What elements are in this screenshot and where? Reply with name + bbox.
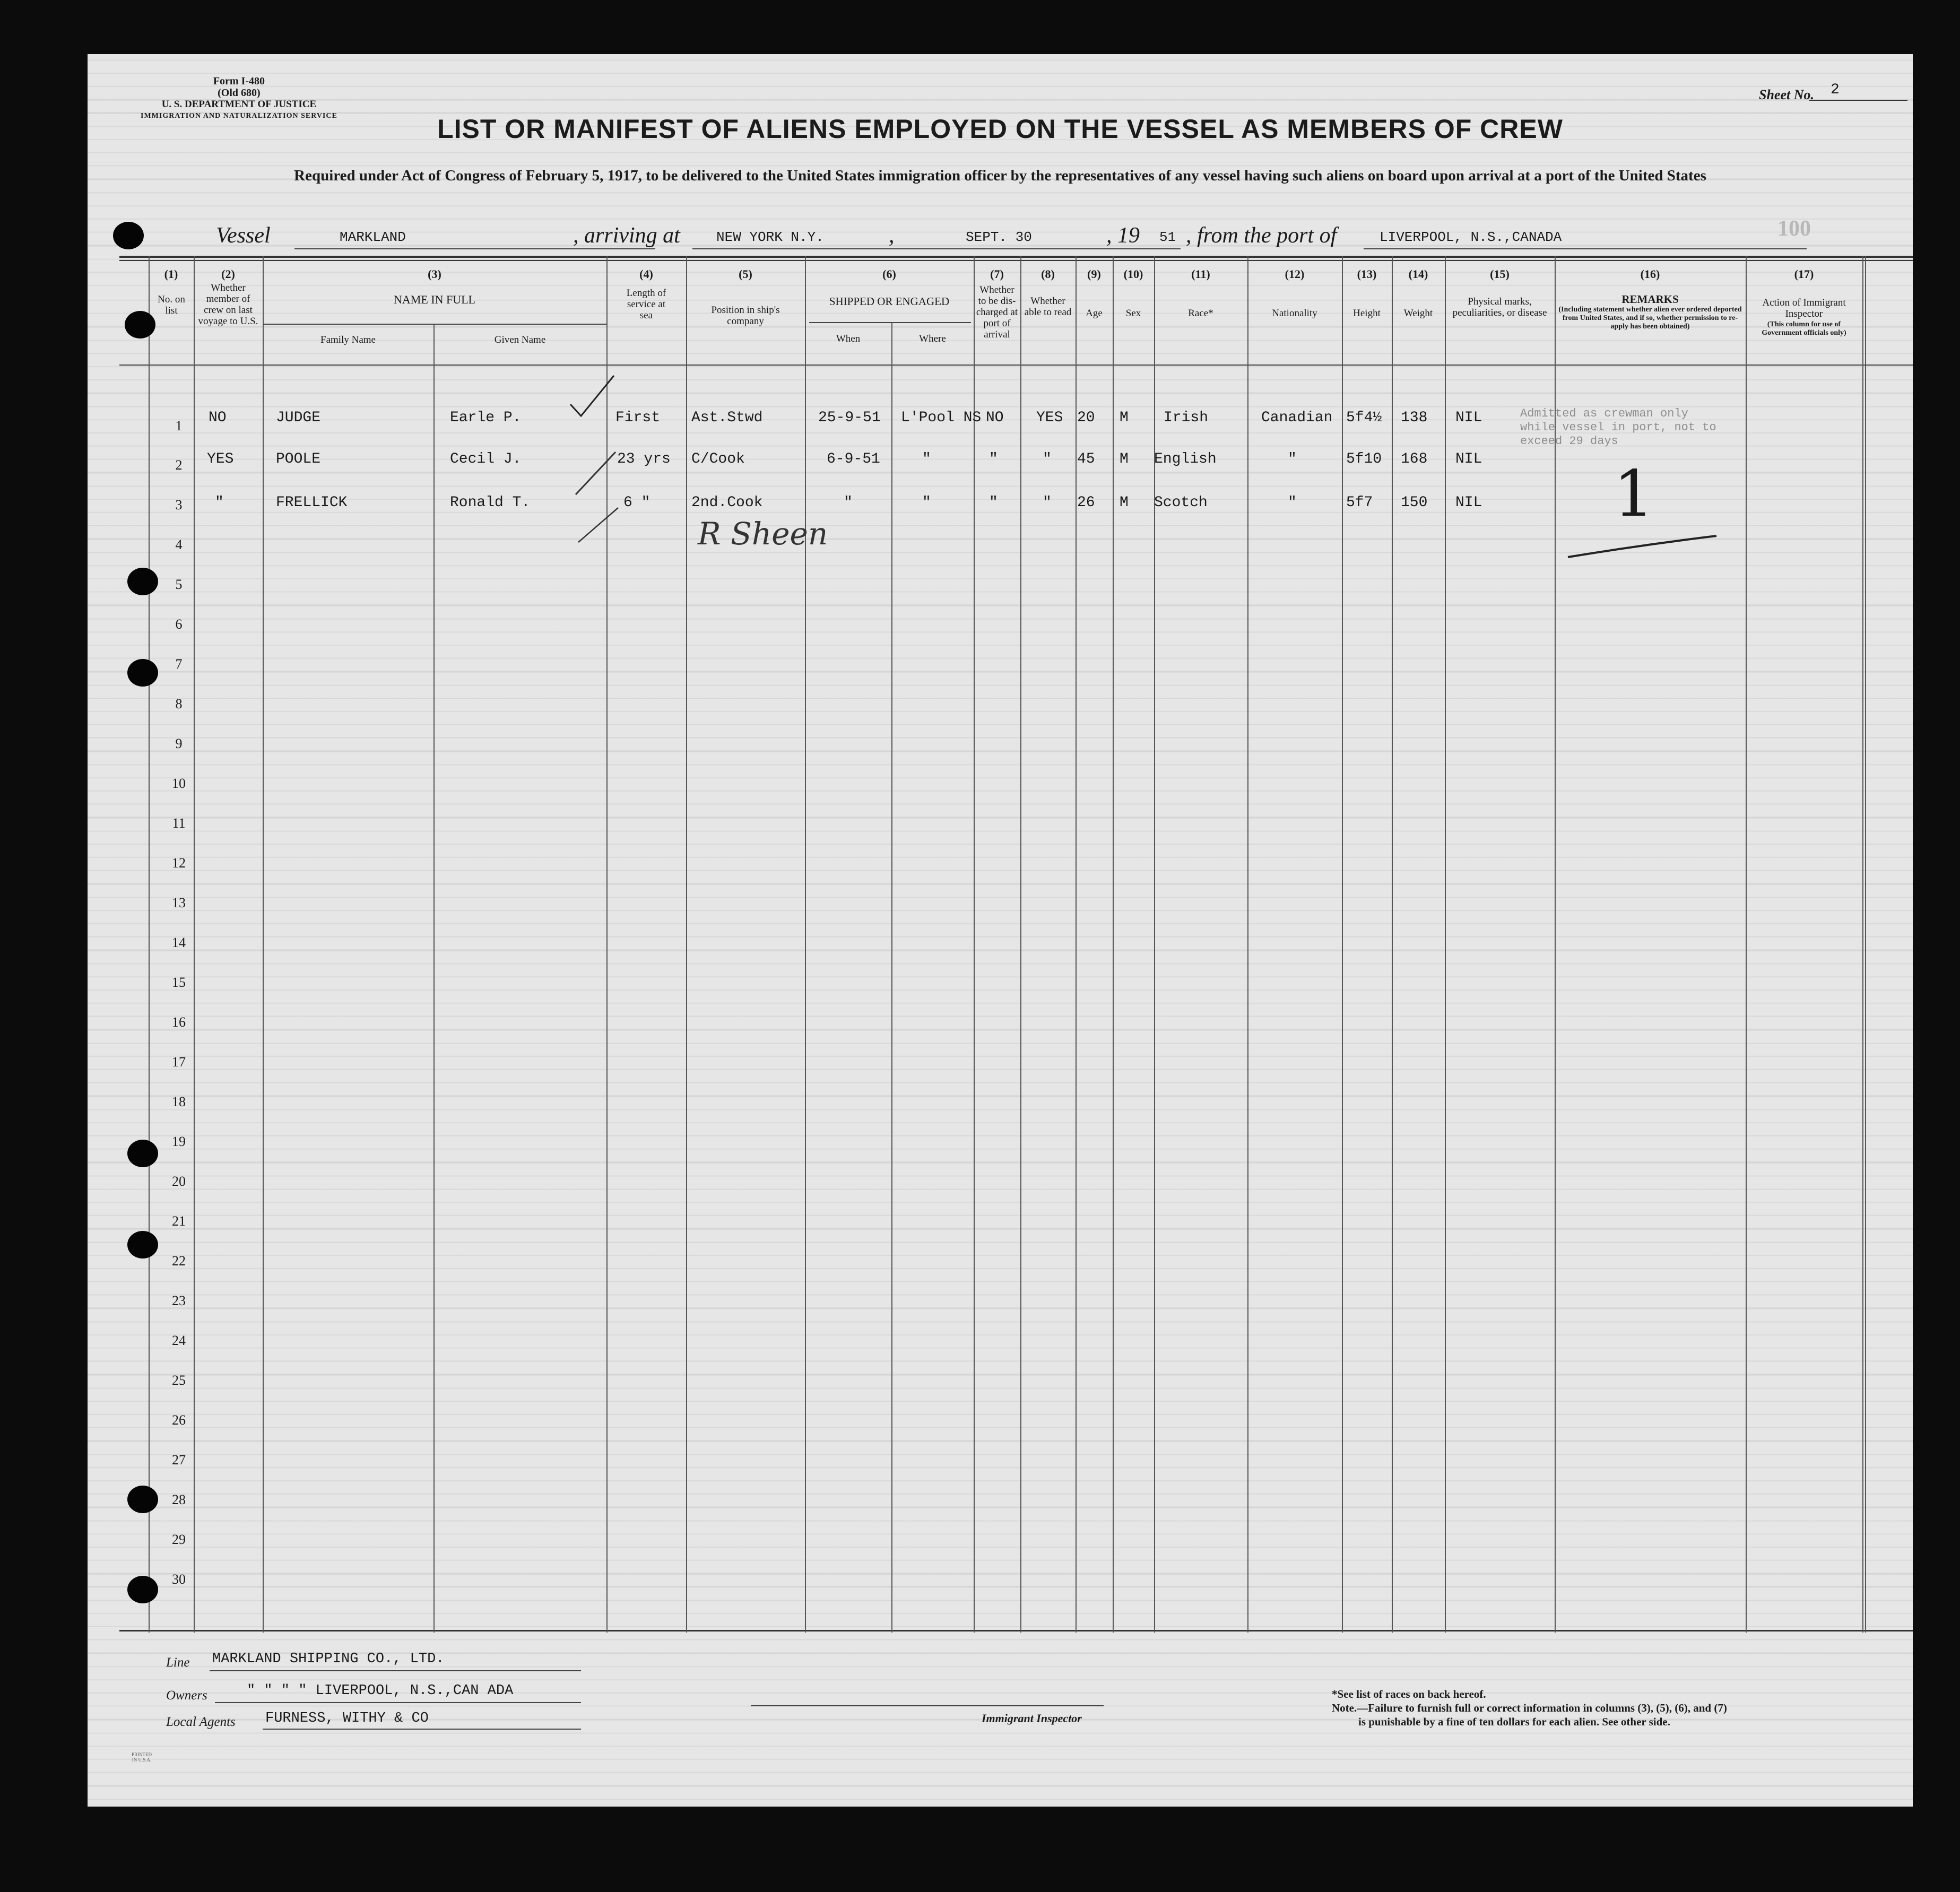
table-top-border-inner bbox=[119, 260, 1913, 261]
from-port-value: LIVERPOOL, N.S.,CANADA bbox=[1380, 229, 1562, 245]
remarks-stamp-line: while vessel in port, not to bbox=[1520, 421, 1716, 434]
shipped-where-cell: " bbox=[922, 494, 931, 511]
col17-subheader: (This column for use of Government officials only) bbox=[1762, 320, 1846, 337]
age-cell: 20 bbox=[1077, 410, 1095, 426]
col5-number: (5) bbox=[739, 267, 752, 281]
race-cell: English bbox=[1154, 451, 1217, 467]
inspector-stroke bbox=[1563, 532, 1722, 563]
row-number: 5 bbox=[175, 577, 183, 592]
weight-cell: 168 bbox=[1401, 451, 1428, 467]
given-name-cell: Cecil J. bbox=[450, 451, 522, 467]
height-cell: 5f4½ bbox=[1346, 410, 1382, 426]
row-number: 13 bbox=[172, 895, 186, 910]
family-name-header: Family Name bbox=[320, 334, 376, 345]
able-to-read-cell: " bbox=[1043, 451, 1052, 467]
col8-number: (8) bbox=[1041, 267, 1055, 281]
able-to-read-cell: YES bbox=[1036, 410, 1063, 426]
col-line bbox=[194, 256, 195, 1633]
year-value: 51 bbox=[1159, 229, 1176, 245]
inspector-label: Immigrant Inspector bbox=[982, 1712, 1082, 1725]
row-number: 12 bbox=[172, 855, 186, 871]
vessel-underline bbox=[294, 248, 655, 249]
physical-marks-cell: NIL bbox=[1455, 410, 1482, 426]
remarks-stamp bbox=[1520, 407, 1716, 448]
row-number: 25 bbox=[172, 1373, 186, 1388]
col14-number: (14) bbox=[1408, 267, 1428, 281]
col-line bbox=[1342, 256, 1343, 1633]
col1-number: (1) bbox=[164, 267, 178, 281]
row-number: 24 bbox=[172, 1333, 186, 1348]
given-name-cell: Ronald T. bbox=[450, 494, 531, 511]
position-cell: Ast.Stwd bbox=[691, 410, 763, 426]
signature: R Sheen bbox=[698, 516, 828, 552]
sex-cell: M bbox=[1120, 451, 1129, 467]
given-name-cell: Earle P. bbox=[450, 410, 522, 426]
height-cell: 5f7 bbox=[1346, 494, 1373, 511]
col-line bbox=[974, 256, 975, 1633]
vessel-value: MARKLAND bbox=[340, 229, 406, 245]
col6-number: (6) bbox=[882, 267, 896, 281]
col17-header: Action of Immigrant Inspector bbox=[1762, 297, 1846, 319]
discharged-cell: " bbox=[989, 451, 998, 467]
header-bottom-border bbox=[119, 364, 1913, 366]
owners-underline bbox=[215, 1702, 581, 1703]
col7-header: Whether to be dis-charged at port of arrival bbox=[976, 284, 1018, 340]
col1-header: No. on list bbox=[158, 294, 185, 316]
row-number: 26 bbox=[172, 1412, 186, 1428]
col13-number: (13) bbox=[1357, 267, 1377, 281]
row-number: 14 bbox=[172, 935, 186, 950]
from-port-underline bbox=[1364, 248, 1807, 249]
shipped-where-cell: " bbox=[922, 451, 931, 467]
col9-header: Age bbox=[1086, 308, 1103, 319]
row-number: 9 bbox=[175, 736, 183, 751]
binder-hole bbox=[127, 659, 158, 687]
department: U. S. DEPARTMENT OF JUSTICE bbox=[161, 99, 317, 110]
table-bottom-border bbox=[119, 1630, 1913, 1631]
agents-label: Local Agents bbox=[166, 1715, 236, 1729]
race-cell: Scotch bbox=[1154, 494, 1208, 511]
col-line bbox=[805, 256, 806, 1633]
row-number: 20 bbox=[172, 1174, 186, 1189]
comma-sep: , bbox=[889, 223, 895, 248]
nationality-cell: " bbox=[1288, 494, 1297, 511]
line-label: Line bbox=[166, 1655, 190, 1670]
year-label: , 19 bbox=[1106, 223, 1140, 248]
position-cell: C/Cook bbox=[691, 451, 745, 467]
col16-number: (16) bbox=[1640, 267, 1660, 281]
col17-number: (17) bbox=[1794, 267, 1814, 281]
row-number: 8 bbox=[175, 696, 183, 711]
agents-value: FURNESS, WITHY & CO bbox=[265, 1711, 429, 1726]
able-to-read-cell: " bbox=[1043, 494, 1052, 511]
service: IMMIGRATION AND NATURALIZATION SERVICE bbox=[141, 112, 337, 120]
footnote-penalty: is punishable by a fine of ten dollars for each alien. See other side. bbox=[1358, 1715, 1670, 1728]
col11-number: (11) bbox=[1191, 267, 1210, 281]
col15-header: Physical marks, peculiarities, or disease bbox=[1452, 296, 1547, 318]
col-line bbox=[1076, 256, 1077, 1633]
service-cell: 23 yrs bbox=[617, 451, 671, 467]
col-line bbox=[1746, 256, 1747, 1633]
row-number: 11 bbox=[172, 815, 186, 831]
row-number: 10 bbox=[172, 776, 186, 791]
date-underline bbox=[905, 248, 1181, 249]
row-number: 19 bbox=[172, 1134, 186, 1149]
arriving-value: NEW YORK N.Y. bbox=[716, 229, 824, 245]
col-line bbox=[149, 256, 150, 1633]
physical-marks-cell: NIL bbox=[1455, 451, 1482, 467]
row-number: 27 bbox=[172, 1452, 186, 1468]
col2-header: Whether member of crew on last voyage to U.S. bbox=[198, 282, 258, 327]
corner-stamp: 100 bbox=[1777, 216, 1811, 241]
col-line bbox=[1020, 256, 1021, 1633]
service-cell: 6 " bbox=[623, 494, 651, 511]
col4-header: Length of service at sea bbox=[626, 288, 666, 321]
race-cell: Irish bbox=[1164, 410, 1209, 426]
family-name-cell: JUDGE bbox=[276, 410, 321, 426]
inspector-signature-line bbox=[751, 1705, 1104, 1706]
from-port-label: , from the port of bbox=[1186, 223, 1337, 248]
given-name-header: Given Name bbox=[494, 334, 546, 345]
shipped-subheader-rule bbox=[809, 322, 971, 323]
name-subheader-rule bbox=[263, 324, 606, 325]
service-cell: First bbox=[615, 410, 661, 426]
col13-header: Height bbox=[1353, 308, 1381, 319]
owners-label: Owners bbox=[166, 1688, 207, 1703]
shipped-where-cell: L'Pool NS bbox=[901, 410, 982, 426]
remarks-stamp-line: Admitted as crewman only bbox=[1520, 407, 1688, 420]
col10-header: Sex bbox=[1125, 308, 1141, 319]
col16-subheader: (Including statement whether alien ever ordered deported from United States, and if so, whether permission to re-apply has been obtained) bbox=[1558, 306, 1742, 331]
binder-hole bbox=[113, 222, 144, 249]
binder-hole bbox=[127, 568, 158, 595]
col-line bbox=[686, 256, 687, 1633]
last-voyage-cell: NO bbox=[209, 410, 227, 426]
row-number: 30 bbox=[172, 1572, 186, 1587]
col16-header: REMARKS bbox=[1621, 293, 1679, 306]
weight-cell: 138 bbox=[1401, 410, 1428, 426]
col-line bbox=[433, 325, 435, 1633]
binder-hole bbox=[127, 1140, 158, 1167]
line-value: MARKLAND SHIPPING CO., LTD. bbox=[212, 1651, 445, 1667]
footnote-races: *See list of races on back hereof. bbox=[1332, 1688, 1486, 1700]
age-cell: 45 bbox=[1077, 451, 1095, 467]
form-old-number: (Old 680) bbox=[218, 87, 261, 99]
col-line bbox=[1555, 256, 1556, 1633]
row-number: 7 bbox=[175, 656, 183, 672]
col-line bbox=[891, 322, 892, 1633]
sheet-label: Sheet No. bbox=[1759, 87, 1814, 102]
row-number: 22 bbox=[172, 1253, 186, 1269]
binder-hole bbox=[127, 1231, 158, 1259]
row-number: 6 bbox=[175, 617, 183, 632]
page-subtitle: Required under Act of Congress of February 5, 1917, to be delivered to the United States immigration officer by the representatives of any vessel having such aliens on board upon arrival at a port of the United States bbox=[294, 167, 1706, 184]
col5-header: Position in ship's company bbox=[711, 305, 780, 327]
age-cell: 26 bbox=[1077, 494, 1095, 511]
vessel-label: Vessel bbox=[216, 223, 271, 248]
family-name-cell: POOLE bbox=[276, 451, 321, 467]
row-number: 15 bbox=[172, 975, 186, 990]
page-title: LIST OR MANIFEST OF ALIENS EMPLOYED ON THE VESSEL AS MEMBERS OF CREW bbox=[437, 114, 1563, 144]
binder-hole bbox=[125, 311, 155, 339]
binder-hole bbox=[127, 1486, 158, 1513]
col12-number: (12) bbox=[1285, 267, 1305, 281]
col3-header: NAME IN FULL bbox=[394, 293, 475, 306]
owners-value: " " " " LIVERPOOL, N.S.,CAN ADA bbox=[247, 1683, 514, 1699]
col7-number: (7) bbox=[990, 267, 1004, 281]
last-voyage-cell: YES bbox=[207, 451, 234, 467]
row-number: 16 bbox=[172, 1014, 186, 1030]
form-number: Form I-480 bbox=[213, 75, 265, 87]
row-number: 4 bbox=[175, 537, 183, 552]
printer-mark: PRINTED IN U.S.A. bbox=[132, 1752, 152, 1763]
check-marks bbox=[565, 372, 629, 553]
row-number: 2 bbox=[175, 457, 183, 473]
family-name-cell: FRELLICK bbox=[276, 494, 348, 511]
nationality-cell: Canadian bbox=[1261, 410, 1333, 426]
physical-marks-cell: NIL bbox=[1455, 494, 1482, 511]
col-line bbox=[1113, 256, 1114, 1633]
shipped-when-cell: " bbox=[844, 494, 853, 511]
col-line bbox=[1247, 256, 1248, 1633]
col-line bbox=[1865, 256, 1866, 1633]
date-value: SEPT. 30 bbox=[966, 229, 1032, 245]
arriving-label: , arriving at bbox=[573, 223, 680, 248]
col10-number: (10) bbox=[1123, 267, 1143, 281]
col2-number: (2) bbox=[221, 267, 235, 281]
col-line bbox=[1392, 256, 1393, 1633]
col-line bbox=[263, 256, 264, 1633]
col11-header: Race* bbox=[1188, 308, 1213, 319]
sex-cell: M bbox=[1120, 494, 1129, 511]
position-cell: 2nd.Cook bbox=[691, 494, 763, 511]
col9-number: (9) bbox=[1087, 267, 1101, 281]
remarks-stamp-line: exceed 29 days bbox=[1520, 435, 1618, 448]
last-voyage-cell: " bbox=[215, 494, 224, 511]
height-cell: 5f10 bbox=[1346, 451, 1382, 467]
row-number: 18 bbox=[172, 1094, 186, 1109]
row-number: 17 bbox=[172, 1054, 186, 1070]
col-line bbox=[1862, 256, 1863, 1633]
sex-cell: M bbox=[1120, 410, 1129, 426]
inspector-mark: 1 bbox=[1614, 457, 1654, 531]
nationality-cell: " bbox=[1288, 451, 1297, 467]
col6-header: SHIPPED OR ENGAGED bbox=[829, 295, 950, 308]
sheet-number: 2 bbox=[1831, 82, 1840, 98]
row-number: 1 bbox=[175, 418, 183, 433]
where-header: Where bbox=[919, 333, 946, 344]
shipped-when-cell: 6-9-51 bbox=[827, 451, 880, 467]
col14-header: Weight bbox=[1403, 308, 1433, 319]
shipped-when-cell: 25-9-51 bbox=[818, 410, 881, 426]
footnote-warning: Note.—Failure to furnish full or correct information in columns (3), (5), (6), and (7) bbox=[1332, 1702, 1727, 1714]
col8-header: Whether able to read bbox=[1024, 296, 1072, 318]
discharged-cell: " bbox=[989, 494, 998, 511]
row-number: 21 bbox=[172, 1213, 186, 1229]
agents-underline bbox=[263, 1729, 581, 1730]
row-number: 29 bbox=[172, 1532, 186, 1547]
when-header: When bbox=[836, 333, 861, 344]
col3-number: (3) bbox=[428, 267, 441, 281]
binder-hole bbox=[127, 1576, 158, 1603]
col4-number: (4) bbox=[639, 267, 653, 281]
col-line bbox=[1445, 256, 1446, 1633]
col15-number: (15) bbox=[1490, 267, 1510, 281]
table-top-border bbox=[119, 256, 1913, 258]
col12-header: Nationality bbox=[1272, 308, 1317, 319]
row-number: 3 bbox=[175, 497, 183, 513]
manifest-sheet bbox=[88, 54, 1913, 1807]
sheet-underline bbox=[1809, 100, 1907, 101]
line-underline bbox=[210, 1670, 581, 1671]
discharged-cell: NO bbox=[986, 410, 1004, 426]
weight-cell: 150 bbox=[1401, 494, 1428, 511]
row-number: 28 bbox=[172, 1492, 186, 1507]
row-number: 23 bbox=[172, 1293, 186, 1308]
